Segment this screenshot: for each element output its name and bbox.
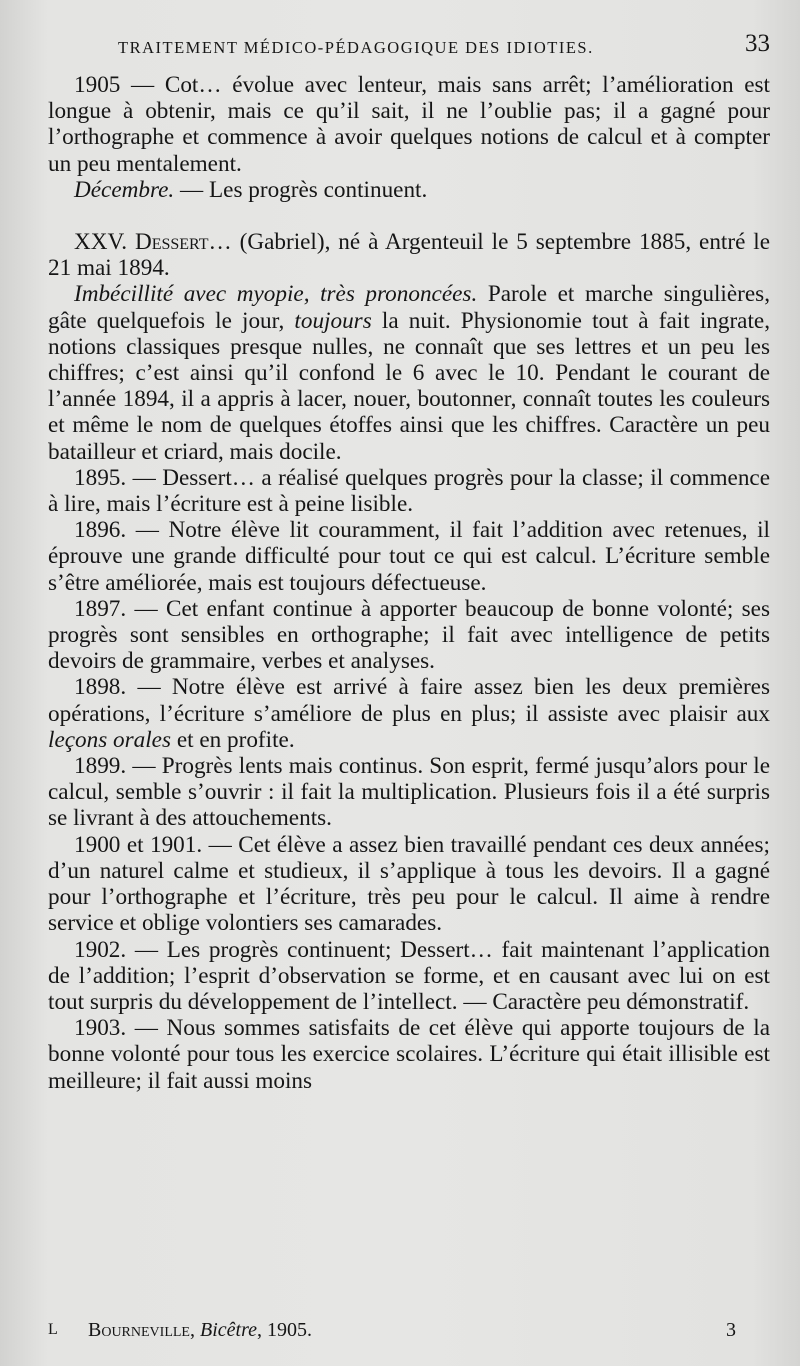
footer-author: Bourneville — [88, 1319, 190, 1341]
diagnosis-label: Imbécillité avec myopie, très prononcées. — [74, 281, 478, 308]
signature-mark: 3 — [726, 1319, 736, 1341]
case-intro: … (Gabriel), né à Argenteuil le 5 septembre 1885, entré le 21 mai 1894. — [48, 229, 771, 282]
paragraph-1899: 1899. — Progrès lents mais continus. Son esprit, fermé jusqu’alors pour le calcul, semble s’ouvrir : il fait la multiplication. Plusieurs fois il a été surpris se livrant à des attouchements. — [48, 753, 770, 832]
paragraph-1905: 1905 — Cot… évolue avec lenteur, mais sans arrêt; l’amélioration est longue à obtenir, mais ce qu’il sait, il ne l’oublie pas; il a gagné pour l’orthographe et commence à avoir quelques notions de calcul et à compter un peu mentalement. — [48, 72, 770, 177]
decembre-text: — Les progrès continuent. — [174, 176, 428, 203]
paragraph-1900-1901: 1900 et 1901. — Cet élève a assez bien travaillé pendant ces deux années; d’un naturel calme et studieux, il s’applique à tous les devoirs. Il a gagné pour l’orthographe et l’écriture, très peu pour le calcul. Il aime à rendre service et oblige volontiers ses camarades. — [48, 831, 770, 937]
paragraph-1897: 1897. — Cet enfant continue à apporter beaucoup de bonne volonté; ses progrès sont sensibles en orthographe; il fait avec intelligence de petits devoirs de grammaire, verbes et analyses. — [48, 595, 770, 675]
case-surname: Dessert — [134, 229, 209, 256]
footer-author-sep: , — [190, 1319, 200, 1341]
case-heading — [48, 229, 770, 281]
running-head: TRAITEMENT MÉDICO-PÉDAGOGIQUE DES IDIOTIES. — [118, 38, 594, 57]
paragraph-1898-b: et en profite. — [171, 726, 295, 753]
decembre-label: Décembre. — [74, 176, 175, 203]
footer-credit — [88, 1319, 312, 1342]
diagnosis-text-b: la nuit. Physionomie tout à fait ingrate, notions classiques presque nulles, ne connaît que ses lettres et un peu les chiffres; c’est ainsi qu’il confond le 6 avec le 10. Pendant le courant de l’année 1894, il a appris à lacer, nouer, boutonner, connaît toutes les couleurs et même le nom de quelques étoffes ainsi que les chiffres. Caractère un peu batailleur et criard, mais docile. — [48, 307, 770, 465]
paragraph-1898-a: 1898. — Notre élève est arrivé à faire assez bien les deux premières opérations, l’écriture s’améliore de plus en plus; il assiste avec plaisir aux — [48, 674, 770, 727]
paragraph-1896: 1896. — Notre élève lit couramment, il fait l’addition avec retenues, il éprouve une grande difficulté pour tout ce qui est calcul. L’écriture semble s’être améliorée, mais est toujours défectueuse. — [48, 517, 770, 596]
section-gap — [48, 203, 770, 229]
footer-place: Bicêtre — [200, 1319, 258, 1341]
footer-mark: L — [48, 1321, 58, 1338]
diagnosis-emphasis: toujours — [294, 307, 372, 334]
page-footer — [48, 1319, 770, 1349]
page-header — [48, 30, 770, 66]
page-number: 33 — [745, 30, 770, 57]
paragraph-1903: 1903. — Nous sommes satisfaits de cet élève qui apporte toujours de la bonne volonté pour tous les exercice scolaires. L’écriture qui était illisible est meilleure; il fait aussi moins — [48, 1015, 770, 1094]
paragraph-decembre — [48, 177, 770, 203]
paragraph-1895: 1895. — Dessert… a réalisé quelques progrès pour la classe; il commence à lire, mais l’écriture est à peine lisible. — [48, 464, 770, 518]
paragraph-1902: 1902. — Les progrès continuent; Dessert… fait maintenant l’application de l’addition; l’esprit d’observation se forme, et en causant avec lui on est tout surpris du développement de l’intellect. — Caractère peu démonstratif. — [48, 936, 770, 1015]
body-text — [48, 72, 770, 1094]
paragraph-1898-emphasis: leçons orales — [48, 726, 172, 753]
diagnosis-text-a: Parole et marche singulières, gâte quelquefois le jour, — [48, 281, 770, 334]
diagnosis-paragraph — [48, 281, 770, 464]
footer-year: , 1905. — [257, 1319, 313, 1341]
case-number: XXV. — [74, 229, 135, 256]
paragraph-1898 — [48, 674, 770, 753]
